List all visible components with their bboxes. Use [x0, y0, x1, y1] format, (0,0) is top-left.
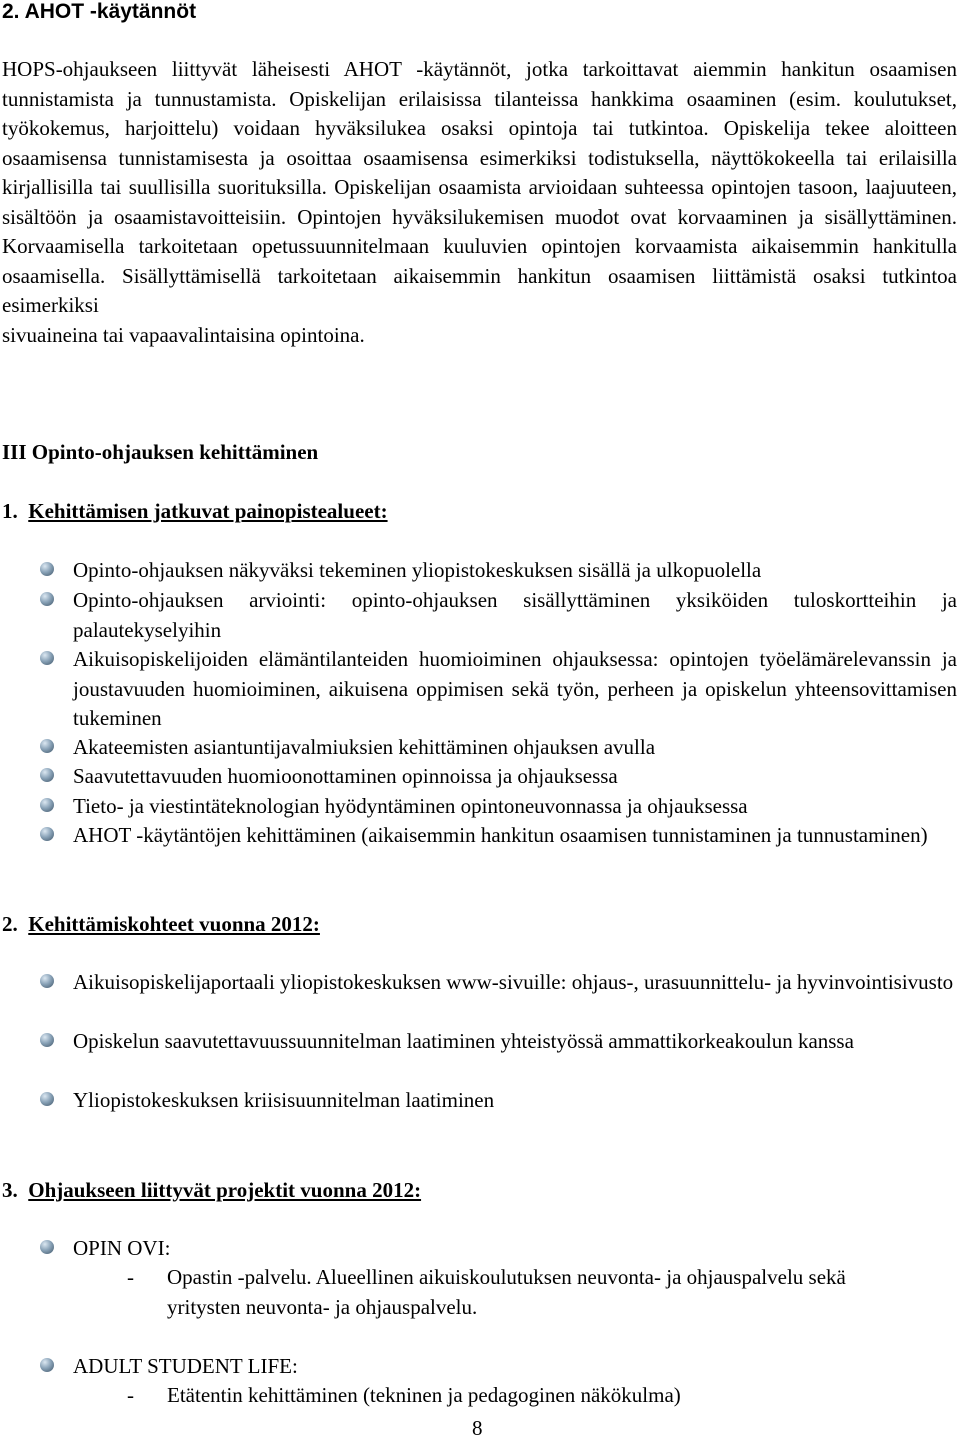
list-item-text: Saavutettavuuden huomioonottaminen opinnoissa ja ohjauksessa [73, 764, 618, 788]
list-item [40, 792, 957, 822]
bullet-icon [40, 974, 54, 988]
ahot-paragraph [2, 55, 957, 350]
paragraph-tail: sivuaineina tai vapaavalintaisina opintoina. [2, 322, 365, 347]
project-detail [127, 1381, 847, 1411]
list-item [40, 733, 957, 763]
dash: - [127, 1265, 134, 1289]
bullet-icon [40, 768, 54, 782]
page-number: 8 [472, 1416, 483, 1440]
section-3-number: 3. [2, 1178, 18, 1202]
section-2-title: Kehittämiskohteet vuonna 2012: [28, 912, 320, 936]
bullet-icon [40, 798, 54, 812]
list-item-text: Tieto- ja viestintäteknologian hyödyntäminen opintoneuvonnassa ja ohjauksessa [73, 794, 748, 818]
list-item-text: Yliopistokeskuksen kriisisuunnitelman laatiminen [73, 1088, 495, 1112]
list-item [40, 821, 957, 851]
section-1-number: 1. [2, 499, 18, 523]
list-item [40, 968, 957, 998]
list-item [40, 1027, 957, 1057]
list-item [40, 586, 957, 645]
list-item-text: Opinto-ohjauksen arviointi: opinto-ohjauksen sisällyttäminen yksiköiden tuloskortteihin ja palautekyselyihin [73, 588, 957, 642]
list-item-text: Akateemisten asiantuntijavalmiuksien kehittäminen ohjauksen avulla [73, 735, 656, 759]
bullet-icon [40, 1092, 54, 1106]
project-detail-text: Etätentin kehittäminen (tekninen ja pedagoginen näkökulma) [167, 1383, 681, 1407]
dash: - [127, 1383, 134, 1407]
project-name: ADULT STUDENT LIFE: [73, 1354, 298, 1378]
paragraph-body: HOPS-ohjaukseen liittyvät läheisesti AHOT -käytännöt, jotka tarkoittavat aiemmin hankitun osaamisen tunnistamista ja tunnustamista. Opiskelijan erilaisissa tilanteissa hankkima osaaminen (esim. koulutukset, työkokemus, harjoittelu) voidaan hyväksilukea osaksi opintoja tai tutkintoa. Opiskelija tekee aloitteen osaamisensa tunnistamisesta ja osoittaa osaamisensa esimerkiksi todistuksella, näyttökokeella tai erilaisilla kirjallisilla tai suullisilla suorituksilla. Opiskelijan osaamista arvioidaan suhteessa opintojen tasoon, laajuuteen, sisältöön ja osaamistavoitteisiin. Opintojen hyväksilukemisen muodot ovat korvaaminen ja sisällyttäminen. Korvaamisella tarkoitetaan opetussuunnitelmaan kuuluvien opintojen korvaamista aikaisemmin hankitulla osaamisella. Sisällyttämisellä tarkoitetaan aikaisemmin hankitun osaamisen liittämistä osaksi tutkintoa esimerkiksi [2, 57, 957, 317]
bullet-icon [40, 592, 54, 606]
list-item-text: AHOT -käytäntöjen kehittäminen (aikaisemmin hankitun osaamisen tunnistaminen ja tunnustaminen) [73, 823, 928, 847]
bullet-icon [40, 1240, 54, 1254]
list-item [40, 556, 957, 586]
bullet-icon [40, 1033, 54, 1047]
project-item [40, 1352, 957, 1382]
section-2-heading [2, 910, 320, 940]
section-2-number: 2. [2, 912, 18, 936]
chapter-heading: III Opinto-ohjauksen kehittäminen [2, 440, 319, 464]
list-item-text: Aikuisopiskelijoiden elämäntilanteiden huomioiminen ohjauksessa: opintojen työelämärelevanssin ja joustavuuden huomioiminen, aikuisena oppimisen sekä työn, perheen ja opiskelun yhteensovittamisen tukeminen [73, 647, 957, 730]
project-detail [127, 1263, 847, 1322]
section-heading-ahot: 2. AHOT -käytännöt [2, 0, 197, 23]
section-1-heading [2, 497, 388, 527]
project-item [40, 1234, 957, 1264]
bullet-icon [40, 827, 54, 841]
list-item [40, 762, 957, 792]
project-name: OPIN OVI: [73, 1236, 171, 1260]
list-item-text: Opiskelun saavutettavuussuunnitelman laatiminen yhteistyössä ammattikorkeakoulun kanssa [73, 1029, 854, 1053]
section-3-heading [2, 1176, 421, 1206]
section-3-title: Ohjaukseen liittyvät projektit vuonna 2012: [28, 1178, 422, 1202]
list-item [40, 645, 957, 734]
list-item-text: Aikuisopiskelijaportaali yliopistokeskuksen www-sivuille: ohjaus-, urasuunnittelu- ja hyvinvointisivusto [73, 970, 954, 994]
bullet-icon [40, 562, 54, 576]
bullet-icon [40, 1358, 54, 1372]
project-detail-text: Opastin -palvelu. Alueellinen aikuiskoulutuksen neuvonta- ja ohjauspalvelu sekä yritysten neuvonta- ja ohjauspalvelu. [167, 1265, 846, 1319]
section-1-title: Kehittämisen jatkuvat painopistealueet: [28, 499, 388, 523]
list-item-text: Opinto-ohjauksen näkyväksi tekeminen yliopistokeskuksen sisällä ja ulkopuolella [73, 558, 762, 582]
bullet-icon [40, 651, 54, 665]
bullet-icon [40, 739, 54, 753]
list-item [40, 1086, 957, 1116]
